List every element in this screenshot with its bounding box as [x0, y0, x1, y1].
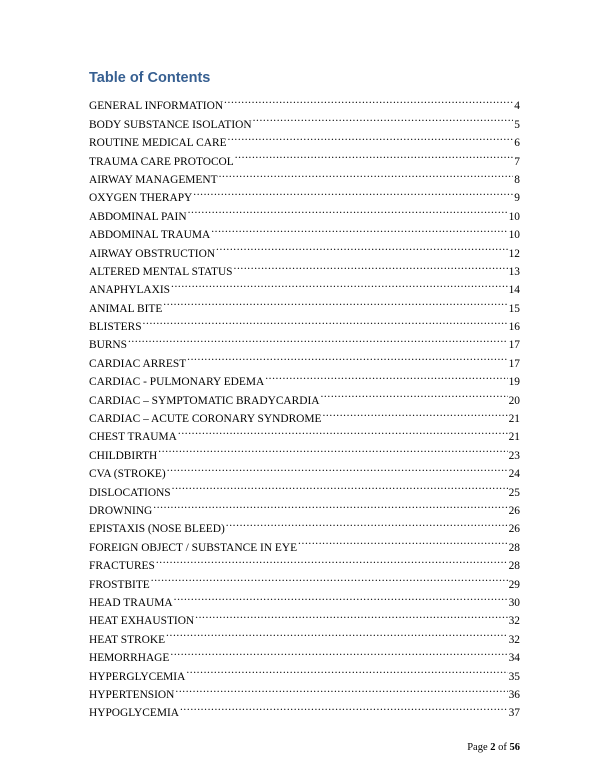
- toc-dot-leader: [178, 422, 508, 440]
- toc-entry-label: CARDIAC - PULMONARY EDEMA: [89, 376, 265, 389]
- toc-entry[interactable]: [89, 312, 520, 334]
- toc-entry-label: CHILDBIRTH: [89, 449, 158, 462]
- toc-entry-label: HYPERTENSION: [89, 688, 175, 701]
- toc-entry-page: 12: [508, 247, 520, 260]
- toc-entry-label: HYPOGLYCEMIA: [89, 707, 179, 720]
- toc-dot-leader: [253, 109, 514, 127]
- toc-entry-label: OXYGEN THERAPY: [89, 192, 193, 205]
- toc-entry-page: 17: [508, 339, 520, 352]
- toc-entry-label: HEAT EXHAUSTION: [89, 615, 195, 628]
- toc-entry-page: 30: [508, 596, 520, 609]
- toc-dot-leader: [216, 238, 508, 256]
- toc-dot-leader: [188, 201, 508, 219]
- toc-dot-leader: [186, 661, 507, 679]
- toc-dot-leader: [235, 146, 514, 164]
- toc-entry-label: CARDIAC – SYMPTOMATIC BRADYCARDIA: [89, 394, 320, 407]
- footer-current-page: 2: [490, 742, 496, 753]
- toc-entry-page: 25: [508, 486, 520, 499]
- toc-dot-leader: [224, 91, 513, 109]
- toc-dot-leader: [175, 680, 507, 698]
- toc-dot-leader: [228, 128, 514, 146]
- toc-entry-label: HEAD TRAUMA: [89, 596, 173, 609]
- toc-entry-page: 23: [508, 449, 520, 462]
- footer-prefix: Page: [467, 742, 488, 753]
- toc-entry[interactable]: [89, 91, 520, 113]
- toc-entry-label: CARDIAC – ACUTE CORONARY SYNDROME: [89, 413, 322, 426]
- toc-entry-label: FRACTURES: [89, 560, 155, 573]
- toc-entry-page: 34: [508, 652, 520, 665]
- toc-entry-label: GENERAL INFORMATION: [89, 100, 224, 113]
- toc-entry-page: 4: [514, 100, 520, 113]
- toc-entry-page: 7: [514, 155, 520, 168]
- toc-dot-leader: [163, 293, 507, 311]
- toc-dot-leader: [167, 459, 508, 477]
- toc-entry-page: 21: [508, 413, 520, 426]
- toc-entry-label: CHEST TRAUMA: [89, 431, 177, 444]
- toc-dot-leader: [193, 183, 513, 201]
- toc-dot-leader: [170, 643, 507, 661]
- toc-dot-leader: [166, 624, 508, 642]
- toc-entry-page: 24: [508, 468, 520, 481]
- toc-entry-label: FROSTBITE: [89, 578, 150, 591]
- toc-entry-page: 26: [508, 504, 520, 517]
- toc-entry-label: HYPERGLYCEMIA: [89, 670, 186, 683]
- toc-entry-page: 16: [508, 321, 520, 334]
- toc-entry-page: 5: [514, 118, 520, 131]
- toc-dot-leader: [151, 569, 508, 587]
- toc-entry-label: EPISTAXIS (NOSE BLEED): [89, 523, 225, 536]
- toc-entry-label: ANIMAL BITE: [89, 302, 163, 315]
- toc-entry-label: BURNS: [89, 339, 127, 352]
- toc-entry-label: ROUTINE MEDICAL CARE: [89, 137, 227, 150]
- footer-separator: of: [498, 742, 507, 753]
- toc-entry-label: CARDIAC ARREST: [89, 357, 187, 370]
- toc-dot-leader: [180, 698, 508, 716]
- toc-entry-label: ALTERED MENTAL STATUS: [89, 265, 233, 278]
- toc-entry-page: 28: [508, 541, 520, 554]
- toc-entry[interactable]: [89, 514, 520, 536]
- toc-entry-label: AIRWAY MANAGEMENT: [89, 173, 218, 186]
- toc-entry-page: 17: [508, 357, 520, 370]
- toc-dot-leader: [195, 606, 507, 624]
- toc-entry-page: 21: [508, 431, 520, 444]
- toc-entry-label: CVA (STROKE): [89, 468, 166, 481]
- toc-entry-page: 35: [508, 670, 520, 683]
- toc-list: [89, 91, 520, 720]
- toc-entry-label: TRAUMA CARE PROTOCOL: [89, 155, 234, 168]
- toc-dot-leader: [172, 477, 508, 495]
- toc-dot-leader: [174, 588, 508, 606]
- toc-entry-label: DROWNING: [89, 504, 153, 517]
- toc-dot-leader: [156, 551, 508, 569]
- toc-dot-leader: [298, 532, 508, 550]
- toc-dot-leader: [187, 348, 507, 366]
- toc-entry-label: ABDOMINAL TRAUMA: [89, 229, 211, 242]
- toc-entry[interactable]: [89, 496, 520, 517]
- footer-total-pages: 56: [509, 742, 520, 753]
- toc-entry-label: FOREIGN OBJECT / SUBSTANCE IN EYE: [89, 541, 298, 554]
- toc-entry-page: 36: [508, 688, 520, 701]
- toc-entry-page: 10: [508, 229, 520, 242]
- toc-entry-page: 29: [508, 578, 520, 591]
- toc-entry[interactable]: [89, 588, 520, 609]
- toc-entry-label: BODY SUBSTANCE ISOLATION: [89, 118, 252, 131]
- toc-entry[interactable]: [89, 348, 520, 370]
- toc-dot-leader: [171, 275, 508, 293]
- toc-entry-label: DISLOCATIONS: [89, 486, 171, 499]
- page-number-footer: [467, 742, 520, 753]
- toc-entry-page: 32: [508, 615, 520, 628]
- toc-dot-leader: [219, 165, 514, 183]
- toc-entry-label: AIRWAY OBSTRUCTION: [89, 247, 216, 260]
- toc-dot-leader: [128, 330, 508, 348]
- toc-dot-leader: [211, 220, 507, 238]
- toc-entry-page: 37: [508, 707, 520, 720]
- toc-dot-leader: [226, 514, 508, 532]
- toc-entry-page: 9: [514, 192, 520, 205]
- toc-entry-page: 13: [508, 265, 520, 278]
- toc-entry-label: ABDOMINAL PAIN: [89, 210, 187, 223]
- toc-entry-label: HEAT STROKE: [89, 633, 166, 646]
- toc-entry[interactable]: [89, 330, 520, 352]
- toc-entry-page: 8: [514, 173, 520, 186]
- toc-entry-page: 32: [508, 633, 520, 646]
- toc-entry-label: BLISTERS: [89, 321, 142, 334]
- toc-entry[interactable]: [89, 569, 520, 591]
- toc-dot-leader: [143, 312, 508, 330]
- toc-entry-label: HEMORRHAGE: [89, 652, 170, 665]
- toc-entry-page: 14: [508, 284, 520, 297]
- toc-entry-page: 6: [514, 137, 520, 150]
- toc-dot-leader: [158, 440, 507, 458]
- page-title: Table of Contents: [89, 70, 211, 86]
- toc-dot-leader: [153, 496, 507, 514]
- toc-dot-leader: [234, 257, 508, 275]
- toc-dot-leader: [265, 367, 507, 385]
- toc-entry-page: 15: [508, 302, 520, 315]
- toc-entry-page: 10: [508, 210, 520, 223]
- toc-dot-leader: [322, 404, 507, 422]
- toc-dot-leader: [320, 385, 507, 403]
- toc-entry-page: 28: [508, 560, 520, 573]
- toc-entry-page: 19: [508, 376, 520, 389]
- toc-entry-label: ANAPHYLAXIS: [89, 284, 171, 297]
- toc-entry-page: 20: [508, 394, 520, 407]
- toc-entry-page: 26: [508, 523, 520, 536]
